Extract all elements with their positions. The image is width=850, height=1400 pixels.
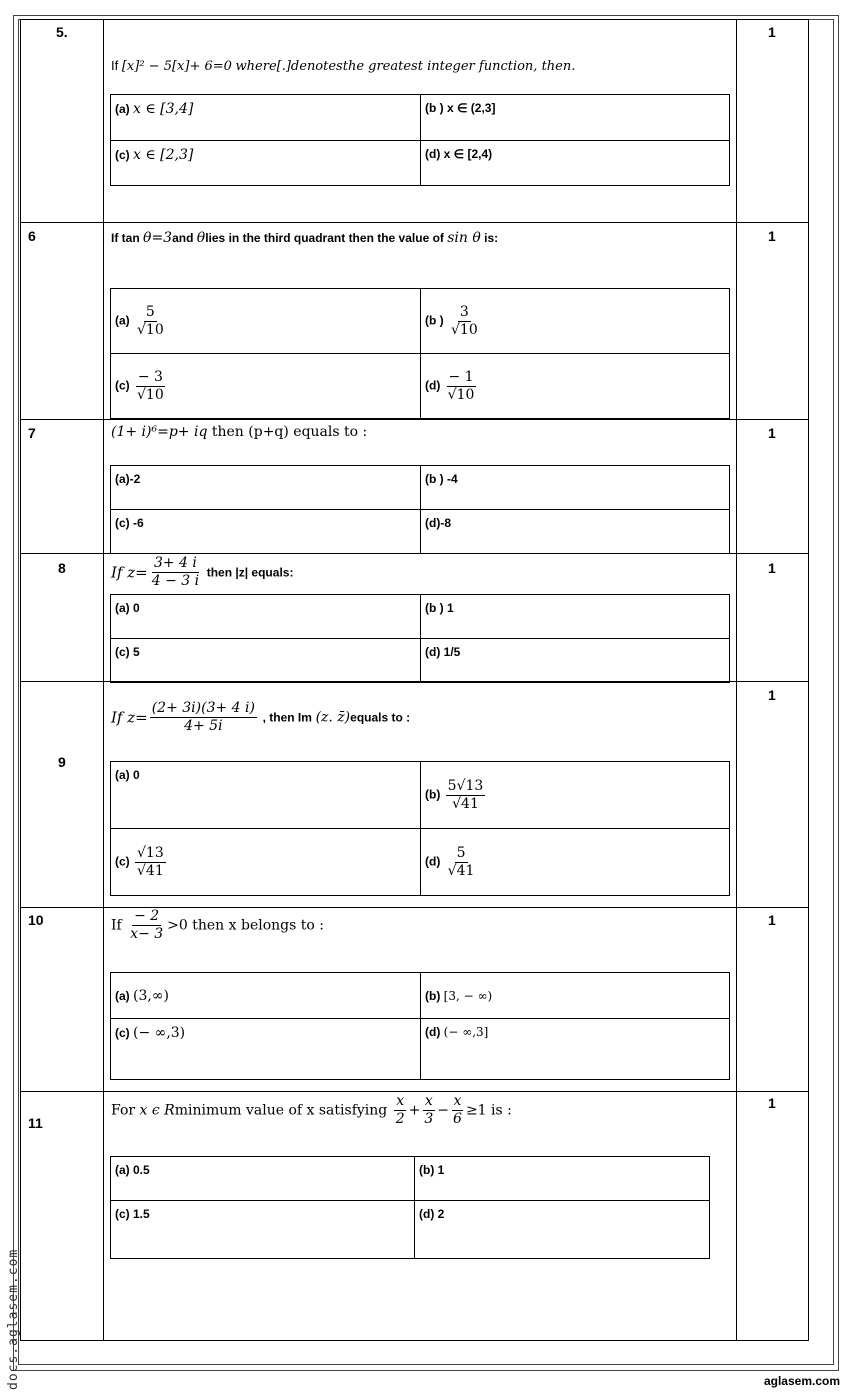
options-table xyxy=(110,465,730,554)
fraction-denominator: √10 xyxy=(137,386,164,403)
option-label: (d) xyxy=(425,378,441,393)
options-table xyxy=(110,288,730,419)
stem-text: then (p+q) equals to : xyxy=(211,424,368,440)
option-value: x ∈ (2,3] xyxy=(447,101,496,115)
option-b xyxy=(421,973,730,1019)
stem-fraction xyxy=(394,1093,407,1128)
option-value: x ∈ [3,4] xyxy=(133,101,194,117)
option-value: (− ∞,3] xyxy=(443,1025,489,1039)
fraction-denominator: 6 xyxy=(453,1111,462,1127)
question-stem xyxy=(111,908,324,943)
row-divider xyxy=(20,222,809,223)
stem-text: is: xyxy=(484,231,499,245)
fraction-numerator: x xyxy=(424,1093,433,1109)
fraction-denominator: √41 xyxy=(137,862,164,879)
stem-math: (1+ i)⁶=p+ iq xyxy=(111,424,208,440)
option-label: (a) xyxy=(115,102,130,116)
option-b: (b ) 1 xyxy=(421,595,730,639)
row-divider xyxy=(20,419,809,420)
option-label: (a) xyxy=(115,988,130,1003)
fraction-numerator: 3+ 4 i xyxy=(153,555,197,571)
question-marks: 1 xyxy=(768,1095,776,1111)
question-number: 7 xyxy=(28,425,36,441)
option-a xyxy=(111,973,421,1019)
stem-text: and xyxy=(172,231,194,245)
stem-text: If xyxy=(111,917,122,934)
stem-text: >0 then x belongs to : xyxy=(167,917,324,934)
fraction-numerator: √13 xyxy=(137,844,164,861)
stem-math: (z. z̄) xyxy=(315,709,351,726)
question-stem xyxy=(111,424,367,440)
option-c xyxy=(111,354,421,419)
row-divider xyxy=(20,19,809,20)
question-stem xyxy=(111,700,410,735)
option-fraction xyxy=(449,304,480,339)
options-table xyxy=(110,972,730,1080)
fraction-numerator: − 3 xyxy=(137,368,163,385)
option-label: (b ) xyxy=(425,313,444,328)
question-marks: 1 xyxy=(768,912,776,928)
option-label: (b ) xyxy=(425,101,444,115)
option-label: (b) xyxy=(425,787,441,802)
stem-operator: − xyxy=(437,1102,450,1119)
fraction-denominator: √10 xyxy=(137,321,164,338)
option-a xyxy=(111,95,421,141)
fraction-numerator: 5 xyxy=(145,303,155,320)
option-c xyxy=(111,1019,421,1080)
fraction-denominator: 3 xyxy=(424,1111,434,1127)
option-value: x ∈ [2,3] xyxy=(133,147,194,163)
stem-math: If z= xyxy=(111,563,148,582)
stem-text: For xyxy=(111,1102,136,1119)
stem-text: If xyxy=(111,58,119,73)
stem-math: sin θ xyxy=(447,230,481,246)
fraction-denominator: 4+ 5i xyxy=(184,718,223,734)
stem-fraction xyxy=(128,908,165,943)
fraction-denominator: √41 xyxy=(447,862,475,879)
fraction-denominator: √10 xyxy=(447,386,475,403)
option-c: (c) -6 xyxy=(111,510,421,554)
option-c: (c) 1.5 xyxy=(111,1201,415,1259)
stem-fraction xyxy=(451,1093,464,1128)
stem-text: is : xyxy=(491,1102,512,1119)
column-divider xyxy=(808,19,809,1340)
row-divider xyxy=(20,1340,809,1341)
option-d xyxy=(421,1019,730,1080)
footer-brand: aglasem.com xyxy=(763,1374,840,1388)
option-value: (− ∞,3) xyxy=(133,1025,186,1041)
option-label: (d) xyxy=(425,1025,441,1039)
column-divider xyxy=(103,19,104,1340)
option-b xyxy=(421,95,730,141)
option-label: (b) xyxy=(425,988,441,1003)
option-label: (c) xyxy=(115,148,130,162)
option-c xyxy=(111,829,421,896)
option-fraction xyxy=(446,369,477,404)
options-table xyxy=(110,1156,710,1259)
options-table xyxy=(110,94,730,186)
question-marks: 1 xyxy=(768,228,776,244)
fraction-numerator: x xyxy=(453,1093,462,1109)
row-divider xyxy=(20,1091,809,1092)
option-d: (d) 2 xyxy=(415,1201,710,1259)
options-table xyxy=(110,761,730,896)
option-label: (d) xyxy=(425,147,441,161)
stem-math: [x]² − 5[x]+ 6=0 xyxy=(121,59,232,74)
option-label: (c) xyxy=(115,854,130,869)
option-d: (d) 1/5 xyxy=(421,639,730,683)
question-stem xyxy=(111,230,498,246)
fraction-denominator: √41 xyxy=(452,795,479,812)
option-label: (c) xyxy=(115,378,130,393)
fraction-numerator: − 2 xyxy=(134,908,160,924)
option-fraction xyxy=(446,778,486,813)
stem-math: θ=3 xyxy=(143,230,173,246)
option-b xyxy=(421,762,730,829)
column-divider xyxy=(736,19,737,1340)
question-number: 9 xyxy=(58,754,66,770)
fraction-denominator: 2 xyxy=(395,1111,405,1127)
watermark: docs.aglasem.com xyxy=(6,1248,21,1390)
fraction-numerator: 5 xyxy=(456,844,466,861)
option-fraction xyxy=(135,845,166,880)
option-b: (b ) -4 xyxy=(421,466,730,510)
fraction-denominator: √10 xyxy=(451,321,478,338)
stem-fraction xyxy=(422,1093,435,1128)
stem-fraction xyxy=(150,555,201,590)
question-number: 6 xyxy=(28,228,36,244)
option-d xyxy=(421,141,730,186)
question-number: 10 xyxy=(28,912,44,928)
option-a xyxy=(111,289,421,354)
option-a: (a) 0 xyxy=(111,595,421,639)
option-b xyxy=(421,289,730,354)
question-number: 11 xyxy=(28,1115,43,1131)
question-number: 5. xyxy=(56,24,68,40)
option-value: (3,∞) xyxy=(133,987,169,1004)
fraction-numerator: 3 xyxy=(459,303,469,320)
stem-text: minimum value of x satisfying xyxy=(174,1102,388,1119)
question-marks: 1 xyxy=(768,560,776,576)
option-d: (d)-8 xyxy=(421,510,730,554)
stem-fraction xyxy=(150,700,257,735)
stem-text: lies in the third quadrant then the value of xyxy=(205,231,444,245)
question-stem xyxy=(111,58,575,74)
question-marks: 1 xyxy=(768,24,776,40)
option-label: (d) xyxy=(425,854,441,869)
stem-operator: ≥1 xyxy=(465,1102,487,1119)
option-fraction xyxy=(135,369,166,404)
option-fraction xyxy=(135,304,166,339)
question-stem xyxy=(111,555,293,590)
option-label: (a) xyxy=(115,313,130,328)
stem-text: where[.]denotesthe greatest integer function, then. xyxy=(235,59,576,74)
option-a: (a) 0 xyxy=(111,762,421,829)
stem-text: If tan xyxy=(111,231,140,245)
stem-math: x ϵ R xyxy=(139,1102,175,1119)
question-number: 8 xyxy=(58,560,66,576)
stem-text: , then Im xyxy=(262,710,312,725)
option-c: (c) 5 xyxy=(111,639,421,683)
fraction-numerator: − 1 xyxy=(448,368,474,385)
stem-text: then |z| equals: xyxy=(206,565,294,580)
option-fraction xyxy=(446,845,477,880)
option-d xyxy=(421,354,730,419)
option-b: (b) 1 xyxy=(415,1157,710,1201)
stem-math: If z= xyxy=(111,708,148,727)
option-value: x ∈ [2,4) xyxy=(443,147,493,161)
option-label: (c) xyxy=(115,1026,130,1040)
options-table xyxy=(110,594,730,683)
option-a: (a) 0.5 xyxy=(111,1157,415,1201)
stem-math: θ xyxy=(196,230,206,246)
question-marks: 1 xyxy=(768,425,776,441)
fraction-numerator: x xyxy=(396,1093,405,1109)
fraction-denominator: 4 − 3 i xyxy=(151,573,200,589)
option-d xyxy=(421,829,730,896)
column-divider xyxy=(20,19,21,1340)
fraction-denominator: x− 3 xyxy=(130,926,164,942)
option-c xyxy=(111,141,421,186)
fraction-numerator: (2+ 3i)(3+ 4 i) xyxy=(151,700,255,716)
question-marks: 1 xyxy=(768,687,776,703)
fraction-numerator: 5√13 xyxy=(447,777,484,794)
option-value: [3, − ∞) xyxy=(443,988,493,1003)
stem-operator: + xyxy=(408,1102,421,1119)
stem-text: equals to : xyxy=(350,710,411,725)
option-a: (a)-2 xyxy=(111,466,421,510)
question-stem xyxy=(111,1093,512,1128)
